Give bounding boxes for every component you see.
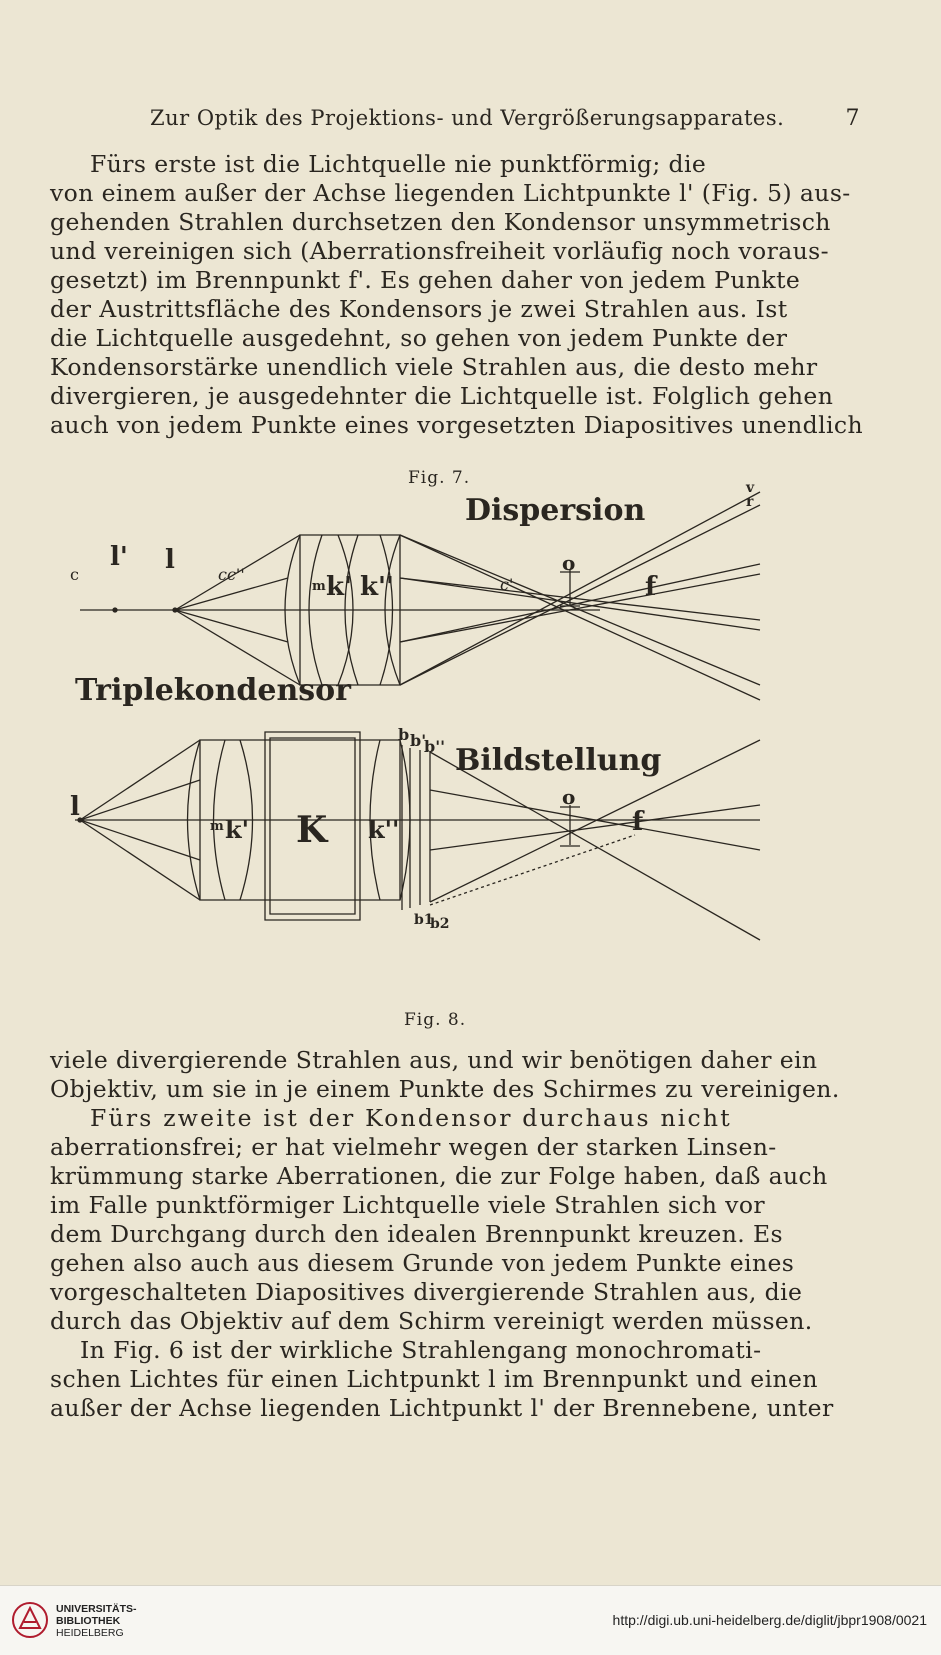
institution-line: UNIVERSITÄTS- [56, 1603, 137, 1615]
label-m: m [210, 819, 224, 834]
ray [400, 564, 760, 642]
library-footer [0, 1585, 941, 1655]
text-line: und vereinigen sich (Aberrationsfreiheit vorläufig noch voraus- [50, 237, 829, 265]
ray [430, 805, 760, 850]
label-f: f [645, 572, 657, 602]
institution-line: HEIDELBERG [56, 1627, 124, 1639]
ray [400, 535, 760, 700]
label-l: l [165, 545, 175, 575]
title-dispersion: Dispersion [465, 493, 646, 528]
ray [430, 752, 760, 940]
text-line: schen Lichtes für einen Lichtpunkt l im Brennpunkt und einen [50, 1365, 818, 1393]
label-r: r [746, 494, 754, 510]
text-line: von einem außer der Achse liegenden Lichtpunkte l' (Fig. 5) aus- [50, 179, 851, 207]
ray [400, 505, 760, 685]
ray [400, 578, 760, 630]
ray [80, 740, 200, 820]
label-b: b [398, 725, 410, 744]
figure-8-label: Fig. 8. [404, 1010, 467, 1030]
label-b1: b1 [414, 912, 434, 928]
ray [80, 820, 200, 860]
optics-diagram [70, 480, 820, 1010]
text-line: Fürs zweite ist der Kondensor durchaus nicht [90, 1104, 732, 1132]
university-seal-icon [10, 1598, 50, 1642]
label-b-prime: b' [410, 731, 427, 750]
label-o: o [562, 551, 576, 575]
label-k-dprime: k'' [368, 815, 400, 844]
label-k-dprime: k'' [360, 572, 394, 602]
figure-7-label: Fig. 7. [408, 468, 471, 488]
paragraph-bottom [50, 1046, 840, 1423]
label-cc: cc'' [218, 565, 245, 584]
text-line: divergieren, je ausgedehnter die Lichtquelle ist. Folglich gehen [50, 382, 834, 410]
label-l: l [70, 792, 80, 822]
ray [80, 780, 200, 820]
title-bildstellung: Bildstellung [455, 743, 662, 778]
page-number: 7 [845, 106, 860, 131]
text-line: dem Durchgang durch den idealen Brennpunkt kreuzen. Es [50, 1220, 783, 1248]
text-line: viele divergierende Strahlen aus, und wir benötigen daher ein [50, 1046, 818, 1074]
text-line: gehen also auch aus diesem Grunde von jedem Punkte eines [50, 1249, 795, 1277]
text-line: aberrationsfrei; er hat vielmehr wegen der starken Linsen- [50, 1133, 777, 1161]
label-b-dprime: b'' [424, 737, 445, 756]
ray [80, 820, 200, 900]
label-b2: b2 [430, 916, 450, 932]
label-m: m [312, 579, 326, 594]
text-line: im Falle punktförmiger Lichtquelle viele Strahlen sich vor [50, 1191, 766, 1219]
label-v: v [746, 480, 755, 496]
text-line: außer der Achse liegenden Lichtpunkt l' der Brennebene, unter [50, 1394, 834, 1422]
label-c-prime: c' [500, 575, 514, 594]
title-triplekondensor: Triplekondensor [75, 673, 351, 708]
label-l-prime: l' [110, 542, 128, 572]
label-o: o [562, 785, 576, 809]
label-K: K [296, 809, 328, 851]
label-f: f [632, 807, 644, 837]
text-line: In Fig. 6 ist der wirkliche Strahlengang monochromati- [80, 1336, 762, 1364]
running-title: Zur Optik des Projektions- und Vergrößerungsapparates. [150, 106, 785, 130]
text-line: Fürs erste ist die Lichtquelle nie punktförmig; die [90, 150, 707, 178]
source-url-link[interactable]: http://digi.ub.uni-heidelberg.de/diglit/jbpr1908/0021 [612, 1612, 927, 1628]
text-line: die Lichtquelle ausgedehnt, so gehen von jedem Punkte der [50, 324, 788, 352]
text-line: auch von jedem Punkte eines vorgesetzten Diapositives unendlich [50, 411, 864, 439]
text-line: der Austrittsfläche des Kondensors je zwei Strahlen aus. Ist [50, 295, 788, 323]
text-line: Objektiv, um sie in je einem Punkte des Schirmes zu vereinigen. [50, 1075, 840, 1103]
optics-figure [70, 480, 820, 1010]
label-k-prime: k' [225, 815, 249, 844]
text-line: Kondensorstärke unendlich viele Strahlen aus, die desto mehr [50, 353, 818, 381]
institution-line: BIBLIOTHEK [56, 1615, 121, 1627]
running-header [150, 106, 860, 140]
text-line: krümmung starke Aberrationen, die zur Folge haben, daß auch [50, 1162, 828, 1190]
institution-name [56, 1603, 137, 1639]
ray [175, 610, 288, 642]
label-k-prime: k' [326, 572, 352, 602]
label-c: c [70, 565, 79, 584]
text-line: gesetzt) im Brennpunkt f'. Es gehen daher von jedem Punkte [50, 266, 801, 294]
text-line: durch das Objektiv auf dem Schirm vereinigt werden müssen. [50, 1307, 813, 1335]
paragraph-top [50, 150, 864, 440]
text-line: vorgeschalteten Diapositives divergierende Strahlen aus, die [50, 1278, 803, 1306]
text-line: gehenden Strahlen durchsetzen den Kondensor unsymmetrisch [50, 208, 831, 236]
